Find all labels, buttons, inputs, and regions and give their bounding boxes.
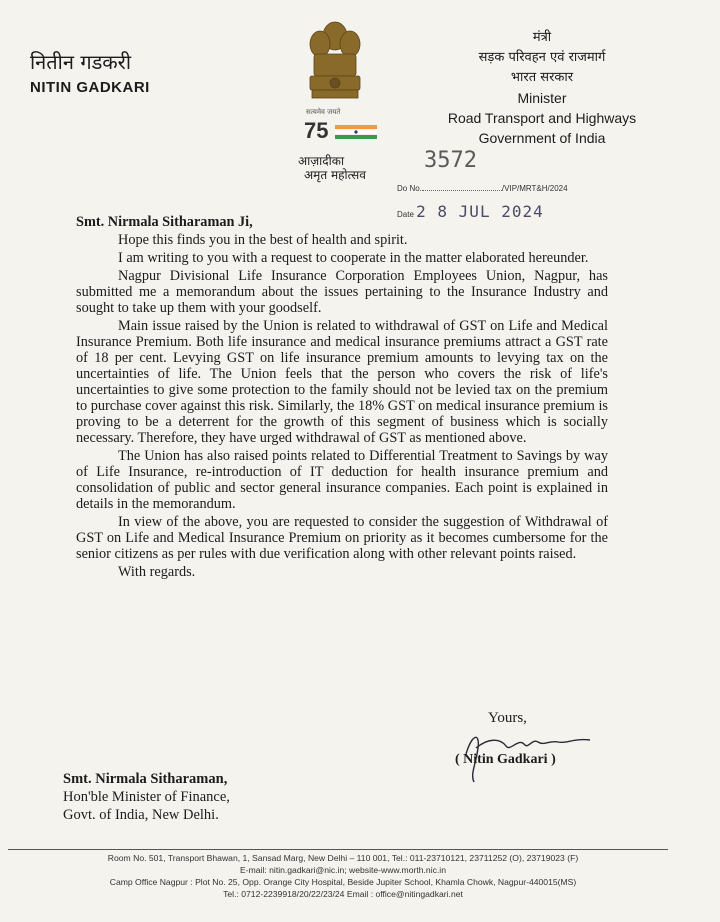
azadi-75-logo xyxy=(304,118,377,144)
date-label: Date xyxy=(397,210,414,219)
footer-address xyxy=(18,852,668,900)
title-english: Minister xyxy=(517,90,567,106)
addressee-line2: Govt. of India, New Delhi. xyxy=(63,807,219,823)
paragraph: In view of the above, you are requested to consider the suggestion of Withdrawal of GST on Life and Medical Insurance Premium on priority as it becomes cumbersome for the senior citizens as per rules with due verification along with other relevant points raised. xyxy=(76,514,608,562)
title-hindi: मंत्री xyxy=(532,30,552,45)
sender-name-english: NITIN GADKARI xyxy=(30,79,150,96)
do-blank xyxy=(422,190,502,191)
footer-line1: Room No. 501, Transport Bhawan, 1, Sansad Marg, New Delhi – 110 001, Tel.: 011-23710121, 23711252 (O), 23719023 (F) xyxy=(107,853,579,863)
govt-hindi: भारत सरकार xyxy=(510,70,574,85)
addressee-line1: Hon'ble Minister of Finance, xyxy=(63,789,230,805)
paragraph: I am writing to you with a request to cooperate in the matter elaborated hereunder. xyxy=(118,250,589,266)
do-number-line xyxy=(397,184,568,193)
salutation: Smt. Nirmala Sitharaman Ji, xyxy=(76,214,253,230)
govt-english: Government of India xyxy=(478,130,606,146)
paragraph: Nagpur Divisional Life Insurance Corporation Employees Union, Nagpur, has submitted me a memorandum about the issues pertaining to the Insurance Industry and sought to take up them with your goodself. xyxy=(76,268,608,316)
footer-line4: Tel.: 0712-2239918/20/22/23/24 Email : office@nitingadkari.net xyxy=(223,889,463,899)
tricolour-flag-icon xyxy=(335,124,377,140)
signatory-name: ( Nitin Gadkari ) xyxy=(455,752,556,767)
do-suffix: /VIP/MRT&H/2024 xyxy=(501,184,568,193)
paragraph: Hope this finds you in the best of health and spirit. xyxy=(118,232,408,248)
ministry-header xyxy=(422,28,662,148)
azadi-text-line2: अमृत महोत्सव xyxy=(304,168,366,182)
footer-line2: E-mail: nitin.gadkari@nic.in; website-www.morth.nic.in xyxy=(240,865,446,875)
paragraph: With regards. xyxy=(118,564,196,580)
paragraph: The Union has also raised points related to Differential Treatment to Savings by way of Life Insurance, re-introduction of IT deduction for health insurance premium and consolidation of public and sector general insurance companies. Each point is explained in details in the memorandum. xyxy=(76,448,608,512)
paragraph: Main issue raised by the Union is related to withdrawal of GST on Life and Medical Insurance Premium. Both life insurance and medical insurance premiums attract a GST rate of 18 per cent. Levying GST on life insurance premium amounts to levying tax on the uncertainties of life. The Union feels that the person who covers the risk of life's uncertainties to give some protection to the family should not be levied tax on the premium to purchase cover against this risk. Similarly, the 18% GST on medical insurance premium is proving to be a deterrent for the growth of this segment of business which is socially necessary. Therefore, they have urged withdrawal of GST as mentioned above. xyxy=(76,318,608,446)
ministry-english: Road Transport and Highways xyxy=(447,110,637,126)
handwritten-inward-number: 3572 xyxy=(424,148,477,173)
do-label: Do No. xyxy=(397,184,422,193)
azadi-number: 75 xyxy=(304,118,329,143)
footer-line3: Camp Office Nagpur : Plot No. 25, Opp. Orange City Hospital, Beside Jupiter School, Khamla Chowk, Nagpur-440015(MS) xyxy=(109,877,577,887)
azadi-text-line1: आज़ादीका xyxy=(298,154,345,168)
emblem-motto: सत्यमेव जयते xyxy=(306,108,341,116)
letter-body xyxy=(76,214,608,582)
addressee-block xyxy=(63,770,230,824)
date-stamp: 2 8 JUL 2024 xyxy=(416,202,544,221)
national-emblem-icon xyxy=(300,18,370,116)
closing: Yours, xyxy=(488,710,527,726)
sender-name-hindi: नितीन गडकरी xyxy=(30,50,131,74)
ministry-hindi: सड़क परिवहन एवं राजमार्ग xyxy=(478,50,606,65)
addressee-name: Smt. Nirmala Sitharaman, xyxy=(63,771,228,787)
footer-divider xyxy=(8,849,668,850)
